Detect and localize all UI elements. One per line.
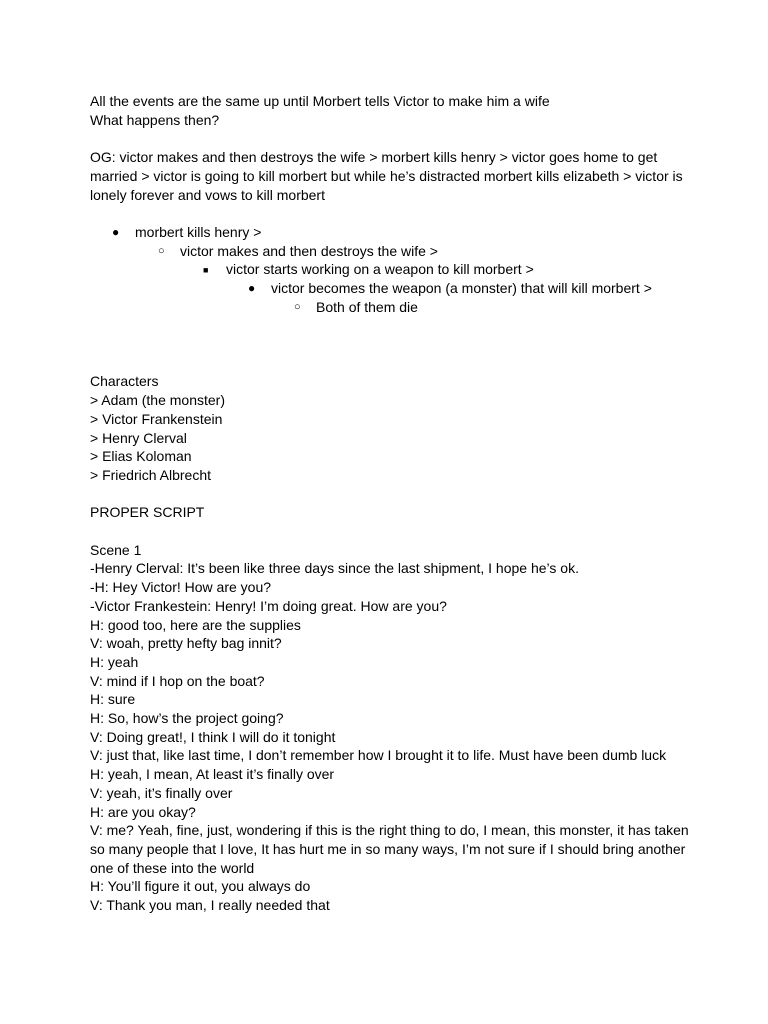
script-line: V: just that, like last time, I don’t remember how I brought it to life. Must have been dumb luck [90, 747, 667, 764]
script-line: H: sure [90, 691, 136, 708]
scene-title: Scene 1 [90, 541, 142, 558]
script-line: V: Doing great!, I think I will do it tonight [90, 728, 336, 745]
og-paragraph: OG: victor makes and then destroys the wife > morbert kills henry > victor goes home to get married > victor is going to kill morbert but while he’s distracted morbert kills elizabeth > victor is lonely forever and vows to kill morbert [90, 149, 687, 203]
script-line: V: mind if I hop on the boat? [90, 672, 265, 689]
filled-circle-bullet-icon: ● [112, 224, 120, 239]
filled-circle-bullet-icon: ● [248, 281, 256, 295]
plot-outline [90, 223, 690, 317]
character-item: > Elias Koloman [90, 448, 192, 465]
script-line: H: So, how’s the project going? [90, 710, 284, 727]
hollow-circle-bullet-icon: ○ [158, 244, 165, 257]
square-bullet-icon: ■ [203, 265, 209, 276]
spacer [90, 316, 690, 372]
script-line: V: Thank you man, I really needed that [90, 897, 330, 914]
script-line: V: me? Yeah, fine, just, wondering if this is the right thing to do, I mean, this monster, it has taken so many people that I love, It has hurt me in so many ways, I’m not sure if I should bring another one of these into the world [90, 822, 693, 876]
outline-item-text: morbert kills henry > [135, 223, 262, 240]
outline-item-text: Both of them die [316, 298, 418, 315]
script-line: H: yeah, I mean, At least it’s finally over [90, 766, 335, 783]
character-item: > Friedrich Albrecht [90, 466, 211, 483]
script-heading: PROPER SCRIPT [90, 504, 205, 521]
characters-heading: Characters [90, 373, 159, 390]
spacer [90, 129, 690, 148]
script-line: H: yeah [90, 653, 139, 670]
script-line: V: yeah, it’s finally over [90, 784, 233, 801]
outline-item [90, 298, 690, 317]
outline-item [90, 223, 690, 242]
hollow-circle-bullet-icon: ○ [294, 300, 301, 313]
script-line: -Victor Frankestein: Henry! I’m doing great. How are you? [90, 597, 447, 614]
character-item: > Adam (the monster) [90, 392, 226, 409]
outline-item-text: victor becomes the weapon (a monster) that will kill morbert > [271, 280, 652, 296]
document-page [90, 92, 693, 915]
outline-item [90, 242, 690, 261]
script-line: -Henry Clerval: It’s been like three days since the last shipment, I hope he’s ok. [90, 560, 579, 577]
outline-item [90, 260, 690, 279]
script-line: H: You’ll figure it out, you always do [90, 878, 311, 895]
spacer [90, 522, 690, 541]
character-item: > Henry Clerval [90, 429, 187, 446]
script-line: -H: Hey Victor! How are you? [90, 579, 272, 596]
outline-item [90, 279, 690, 298]
script-line: H: are you okay? [90, 803, 196, 820]
script-line: V: woah, pretty hefty bag innit? [90, 635, 282, 652]
spacer [90, 485, 690, 504]
intro-line-1: All the events are the same up until Morbert tells Victor to make him a wife [90, 93, 550, 109]
outline-item-text: victor makes and then destroys the wife > [180, 242, 438, 259]
intro-line-2: What happens then? [90, 111, 220, 128]
outline-item-text: victor starts working on a weapon to kill morbert > [226, 261, 534, 278]
character-item: > Victor Frankenstein [90, 410, 223, 427]
script-line: H: good too, here are the supplies [90, 616, 301, 633]
spacer [90, 204, 690, 223]
